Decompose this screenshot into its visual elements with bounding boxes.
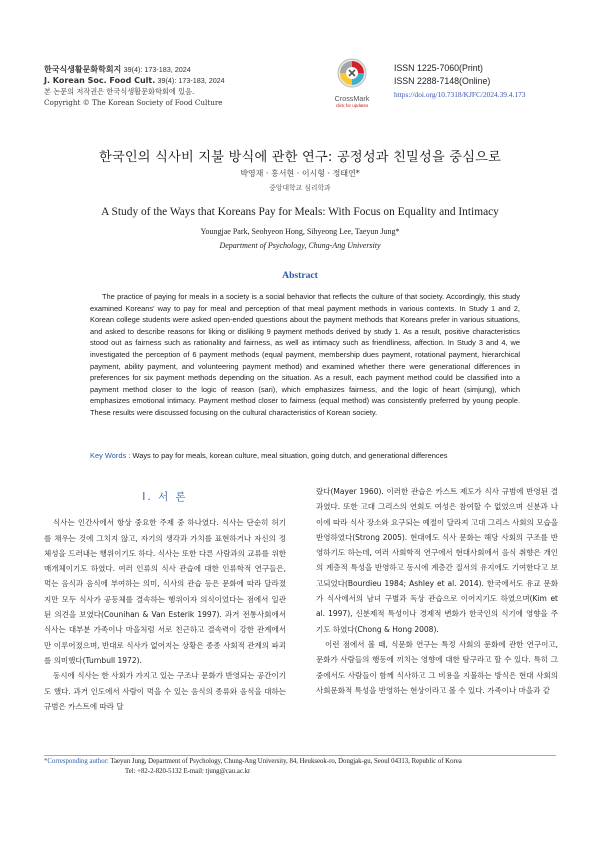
- journal-volume-kr: 39(4): 173-183, 2024: [123, 65, 191, 74]
- crossmark-badge[interactable]: [326, 58, 378, 108]
- keywords: [90, 451, 520, 460]
- journal-name-en: J. Korean Soc. Food Cult.: [44, 76, 156, 85]
- footnote-contact: Tel: +82-2-820-5132 E-mail: tjung@cau.ac.kr: [125, 767, 251, 775]
- footnote-divider: [44, 755, 556, 756]
- authors-english: Youngjae Park, Seohyeon Hong, Sihyeong Lee, Taeyun Jung*: [200, 227, 400, 236]
- body-paragraph: 이런 점에서 볼 때, 식문화 연구는 특정 사회의 문화에 관한 연구이고, 문화가 사람들의 행동에 끼치는 영향에 대한 탐구라고 할 수 있다. 특히 그 중에서도 사람들이 함께 식사하고 그 비용을 지불하는 방식은 현대 사회의 사회문화적 특성을 반영하는 현상이라고 볼 수 있다. 가족이나 마을과 같: [316, 639, 558, 695]
- issn-block: [394, 62, 554, 101]
- footnote-text: Taeyun Jung, Department of Psychology, Chung-Ang University, 84, Heukseok-ro, Dongjak-gu, Seoul 04313, Republic of Korea: [110, 758, 462, 765]
- body-paragraph: 동시에 식사는 한 사회가 가지고 있는 구조나 문화가 반영되는 공간이기도 했다. 과거 인도에서 사람이 먹을 수 있는 음식의 종류와 음식을 대하는 규범은 카스트에 따라 달: [44, 671, 286, 711]
- copyright-kr: 본 논문의 저작권은 한국식생활문화학회에 있음.: [44, 87, 195, 96]
- journal-header: [44, 64, 304, 108]
- crossmark-icon: [337, 58, 367, 88]
- journal-line-en: [44, 75, 304, 86]
- issn-online: ISSN 2288-7148(Online): [394, 76, 491, 86]
- journal-line-kr: [44, 64, 304, 75]
- journal-name-kr: 한국식생활문화학회지: [44, 65, 122, 74]
- affiliation-english: Department of Psychology, Chung-Ang University: [219, 241, 381, 250]
- body-column-left: [44, 490, 286, 714]
- keywords-label: Key Words :: [90, 451, 131, 460]
- abstract-text: The practice of paying for meals in a society is a social behavior that reflects the culture of that society. Accordingly, this study examined Koreans' way to pay for meal and perception of that meal payment methods in various contexts. In Study 1 and 2, Korean college students were asked open-ended questions about the payment methods that Koreans prefer in various situations, and asked to describe reasons for liking or disliking 9 payment methods derived by study 1. As a result, positive characteristics stood out as fairness such as rationality and fairness, as well as intimacy such as friendliness, affection. In Study 3 and 4, we investigated the perception of 6 payment methods (equal payment, membership dues payment, rotational payment, hierarchical payment, ability payment, and volunteering payment method) and examined whether there were generational differences in preferences for six payment methods depending on the situation. As a result, each payment method could be classified into a payment method closer to the logic of reason (sari), which emphasizes fairness, and the logic of heart (simjung), which emphasizes emotional intimacy. Payment method closer to fairness (equal method) was consistently preferred by young people. These results were discussed focusing on the cultural characteristics of Korean society.: [90, 292, 520, 417]
- body-paragraph: 식사는 인간사에서 항상 중요한 주제 중 하나였다. 식사는 단순히 허기를 채우는 것에 그치지 않고, 자기의 생각과 가치를 표현하거나 자신의 정체성을 드러내는 행위이기도 하다. 식사는 또한 다른 사람과의 교류를 위한 매개체이기도 하였다. 여러 인류의 식사 관습에 대한 인류학적 연구들은, 먹는 음식과 음식에 부여하는 의미, 식사의 관습 등은 문화에 따라 달라졌지만 모두 식사가 공동체를 결속하는 행위이자 의식이었다는 점에서 일관된 의견을 보였다(Counihan & Van Esterik 1997). 과거 전통사회에서 식사는 대부분 가족이나 마을처럼 서로 친근하고 결속력이 강한 관계에서만 이루어졌으며, 반대로 식사가 없어지는 상황은 종종 사회적 관계의 파괴를 의미했다(Turnbull 1972).: [44, 518, 286, 665]
- copyright-en: Copyright © The Korean Society of Food Culture: [44, 98, 223, 107]
- issn-print: ISSN 1225-7060(Print): [394, 63, 483, 73]
- footnote-label: *Corresponding author:: [44, 758, 109, 765]
- abstract-heading: Abstract: [282, 270, 318, 281]
- doi-link[interactable]: https://doi.org/10.7318/KJFC/2024.39.4.173: [394, 90, 526, 99]
- body-column-right: [316, 484, 558, 698]
- crossmark-subtitle: click for updates: [335, 103, 369, 108]
- authors-korean: 박영재 · 홍서현 · 이시형 · 정태연*: [240, 169, 360, 178]
- crossmark-title: CrossMark: [334, 94, 370, 103]
- section-heading-introduction: Ⅰ. 서 론: [142, 491, 188, 503]
- title-english: A Study of the Ways that Koreans Pay for Meals: With Focus on Equality and Intimacy: [101, 206, 499, 218]
- journal-volume-en: 39(4): 173-183, 2024: [157, 76, 225, 85]
- footnote: [44, 757, 564, 776]
- keywords-text: Ways to pay for meals, korean culture, meal situation, going dutch, and generational differences: [132, 451, 448, 460]
- affiliation-korean: 중앙대학교 심리학과: [269, 184, 331, 192]
- title-korean: 한국인의 식사비 지불 방식에 관한 연구: 공정성과 친밀성을 중심으로: [98, 150, 502, 165]
- body-paragraph: 랐다(Mayer 1960). 이러한 관습은 카스트 제도가 식사 규범에 반영된 결과였다. 또한 고대 그리스의 연회도 여성은 참여할 수 없었으며 신분과 나이에 따라 식사 장소와 요구되는 예절이 달라져 고대 그리스 사회의 모습을 반영하였다(Strong 2005). 현대에도 식사 문화는 해당 사회의 구조를 반영하기도 하는데, 여러 사회학적 연구에서 현대사회에서 음식 취향은 개인의 계층적 특성을 반영하고 동시에 계층간 질서의 유지에도 기여한다고 보고되었다(Bourdieu 1984; Ashley et al. 2014). 한국에서도 유교 문화가 식사에서의 남녀 구별과 독상 관습으로 이어지기도 하였으며(Kim et al. 1997), 신분제적 특성이나 경제적 변화가 한국인의 식기에 영향을 주기도 하였다(Chong & Hong 2008).: [316, 487, 558, 634]
